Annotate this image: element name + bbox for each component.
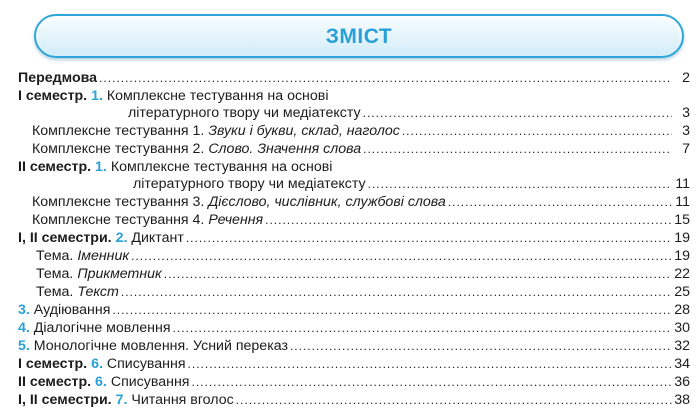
entry-title: Списування xyxy=(110,374,190,390)
page-number: 11 xyxy=(675,176,690,192)
section-label: I, II семестри. xyxy=(18,230,112,246)
entry-title: Діалогічне мовлення xyxy=(33,320,171,336)
toc-entry-text xyxy=(32,194,446,211)
toc-entry[interactable] xyxy=(32,123,690,140)
dot-leader xyxy=(188,356,672,373)
section-label: II семестр. xyxy=(18,159,92,175)
entry-title: Комплексне тестування 4. xyxy=(32,212,205,228)
toc-entry-text xyxy=(18,356,186,373)
section-label: Передмова xyxy=(18,70,98,86)
section-number: 2. xyxy=(115,230,128,246)
toc-entry-text xyxy=(18,302,110,319)
toc-entry[interactable] xyxy=(18,356,690,373)
toc-entry[interactable] xyxy=(36,284,690,301)
section-label: I, II семестри. xyxy=(18,392,112,408)
toc-entry[interactable] xyxy=(36,266,690,283)
toc-entry[interactable] xyxy=(32,194,690,211)
page-number: 38 xyxy=(674,392,690,408)
toc-entry[interactable] xyxy=(18,70,690,87)
toc-entry[interactable] xyxy=(32,141,690,158)
section-number: 6. xyxy=(95,374,107,390)
dot-leader xyxy=(186,230,672,247)
toc-entry[interactable] xyxy=(18,338,690,355)
dot-leader xyxy=(99,70,672,87)
toc-entry-text xyxy=(36,266,162,283)
entry-topic: Слово. Значення слова xyxy=(208,141,362,157)
page-number: 30 xyxy=(674,320,690,336)
dot-leader xyxy=(402,123,672,140)
dot-leader xyxy=(363,105,672,122)
toc-entry[interactable] xyxy=(18,374,690,391)
toc-entry[interactable] xyxy=(18,230,690,247)
page-number: 15 xyxy=(674,212,690,228)
entry-title: літературного твору чи медіатексту xyxy=(128,105,361,121)
page-number: 2 xyxy=(682,70,690,86)
toc-entry-text xyxy=(18,392,234,409)
page-number: 22 xyxy=(674,266,690,282)
entry-topic: Звуки і букви, склад, наголос xyxy=(208,123,400,139)
toc-entry-text xyxy=(128,105,361,122)
toc-entry-text xyxy=(18,320,171,337)
toc-entry-text xyxy=(18,374,190,391)
page-number: 34 xyxy=(674,356,690,372)
section-number: 1. xyxy=(91,88,103,104)
toc-entry[interactable] xyxy=(18,159,690,176)
toc-entry-text xyxy=(32,212,263,229)
entry-title: Комплексне тестування 1. xyxy=(32,123,205,139)
entry-topic: Іменник xyxy=(77,248,130,264)
entry-topic: Дієслово, числівник, службові слова xyxy=(208,194,446,210)
page-number: 36 xyxy=(674,374,690,390)
entry-title: Тема. xyxy=(36,266,74,282)
dot-leader xyxy=(121,284,672,301)
dot-leader xyxy=(192,374,673,391)
section-number: 5. xyxy=(18,338,30,354)
dot-leader xyxy=(290,338,672,355)
dot-leader xyxy=(236,392,672,409)
toc-entry-text xyxy=(36,248,129,265)
toc-entry[interactable] xyxy=(18,88,690,105)
dot-leader xyxy=(363,141,672,158)
entry-title: Комплексне тестування 3. xyxy=(32,194,205,210)
page-title: ЗМІСТ xyxy=(325,25,393,48)
dot-leader xyxy=(112,302,672,319)
page-number: 25 xyxy=(674,284,690,300)
page-number: 28 xyxy=(674,302,690,318)
entry-title: Монологічне мовлення. Усний переказ xyxy=(33,338,288,354)
toc-entry-text xyxy=(32,141,361,158)
toc-entry-text xyxy=(32,123,400,140)
section-number: 6. xyxy=(91,356,103,372)
toc-entry[interactable] xyxy=(18,392,690,409)
section-number: 7. xyxy=(115,392,128,408)
entry-topic: Прикметник xyxy=(77,266,162,282)
entry-title: літературного твору чи медіатексту xyxy=(133,176,366,192)
entry-topic: Текст xyxy=(77,284,119,300)
toc-entry[interactable] xyxy=(36,248,690,265)
dot-leader xyxy=(265,212,672,229)
entry-title: Тема. xyxy=(36,284,74,300)
toc-entry-text xyxy=(18,230,184,247)
dot-leader xyxy=(131,248,672,265)
section-label: I семестр. xyxy=(18,356,88,372)
entry-title: Списування xyxy=(106,356,186,372)
entry-title: Аудіювання xyxy=(33,302,111,318)
toc-entry-text xyxy=(36,284,119,301)
toc-entry[interactable] xyxy=(32,212,690,229)
page-number: 7 xyxy=(682,141,690,157)
page-number: 19 xyxy=(674,230,690,246)
entry-title: Тема. xyxy=(36,248,74,264)
toc-entry-text xyxy=(18,70,97,87)
entry-title: Комплексне тестування 2. xyxy=(32,141,205,157)
page-number: 3 xyxy=(682,123,690,139)
toc-entry[interactable] xyxy=(128,105,690,122)
toc-entry[interactable] xyxy=(18,320,690,337)
dot-leader xyxy=(173,320,672,337)
page-number: 19 xyxy=(674,248,690,264)
entry-title: Диктант xyxy=(131,230,184,246)
entry-topic: Речення xyxy=(208,212,264,228)
dot-leader xyxy=(448,194,672,211)
toc-entry[interactable] xyxy=(18,302,690,319)
section-number: 1. xyxy=(95,159,107,175)
toc-entry-text xyxy=(18,338,288,355)
toc-entry-text xyxy=(18,88,328,105)
entry-title: Комплексне тестування на основі xyxy=(106,88,329,104)
entry-title: Комплексне тестування на основі xyxy=(110,159,333,175)
dot-leader xyxy=(368,176,672,193)
toc-entry-text xyxy=(133,176,366,193)
dot-leader xyxy=(164,266,672,283)
toc-entry[interactable] xyxy=(133,176,690,193)
section-number: 3. xyxy=(18,302,30,318)
toc-entry-text xyxy=(18,159,332,176)
section-label: II семестр. xyxy=(18,374,92,390)
section-number: 4. xyxy=(18,320,30,336)
page-number: 32 xyxy=(674,338,690,354)
section-label: I семестр. xyxy=(18,88,88,104)
page-number: 3 xyxy=(682,105,690,121)
entry-title: Читання вголос xyxy=(131,392,234,408)
page-number: 11 xyxy=(675,194,690,210)
